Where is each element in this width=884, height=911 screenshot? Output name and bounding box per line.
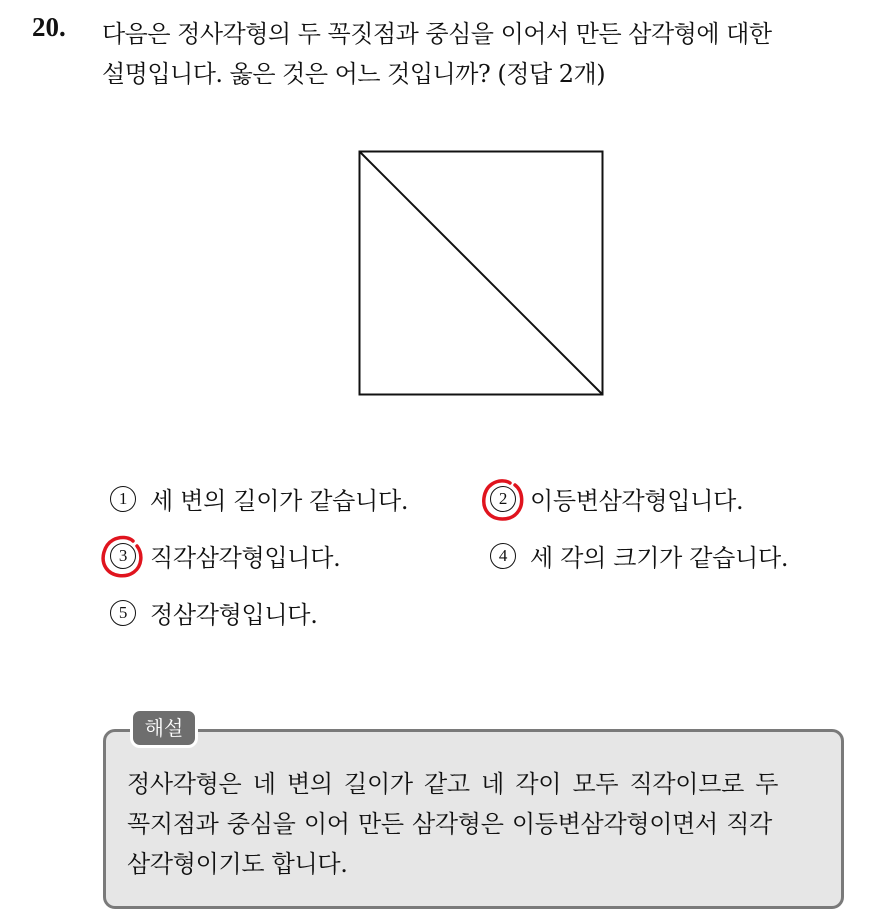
answer-mark-circle-icon	[99, 532, 147, 580]
choice-text-3: 직각삼각형입니다.	[150, 544, 341, 572]
square-diagonal-figure	[358, 150, 604, 396]
choice-text-4: 세 각의 크기가 같습니다.	[530, 544, 789, 572]
choice-number-4: 4	[490, 543, 516, 569]
explanation-tag: 해설	[130, 708, 198, 748]
explanation-line-2: 꼭지점과 중심을 이어 만든 삼각형은 이등변삼각형이면서 직각	[127, 810, 772, 838]
choice-4[interactable]	[490, 538, 788, 573]
explanation-line-1: 정사각형은 네 변의 길이가 같고 네 각이 모두 직각이므로 두	[127, 770, 779, 798]
choice-text-5: 정삼각형입니다.	[150, 601, 318, 629]
choice-1[interactable]	[110, 481, 408, 516]
answer-mark-circle-icon	[479, 475, 527, 523]
choice-number-2: 2	[490, 486, 516, 512]
choice-2[interactable]	[490, 481, 743, 516]
diagonal-line	[360, 152, 603, 395]
choice-3[interactable]	[110, 538, 340, 573]
choice-number-3: 3	[110, 543, 136, 569]
choice-number-1: 1	[110, 486, 136, 512]
choice-number-5: 5	[110, 600, 136, 626]
question-text-line-2: 설명입니다. 옳은 것은 어느 것입니까? (정답 2개)	[102, 60, 606, 88]
choice-5[interactable]	[110, 595, 318, 630]
choice-text-1: 세 변의 길이가 같습니다.	[150, 487, 409, 515]
question-text-line-1: 다음은 정사각형의 두 꼭짓점과 중심을 이어서 만든 삼각형에 대한	[102, 20, 772, 48]
explanation-line-3: 삼각형이기도 합니다.	[127, 850, 348, 878]
choice-text-2: 이등변삼각형입니다.	[530, 487, 744, 515]
question-number: 20.	[32, 12, 66, 42]
